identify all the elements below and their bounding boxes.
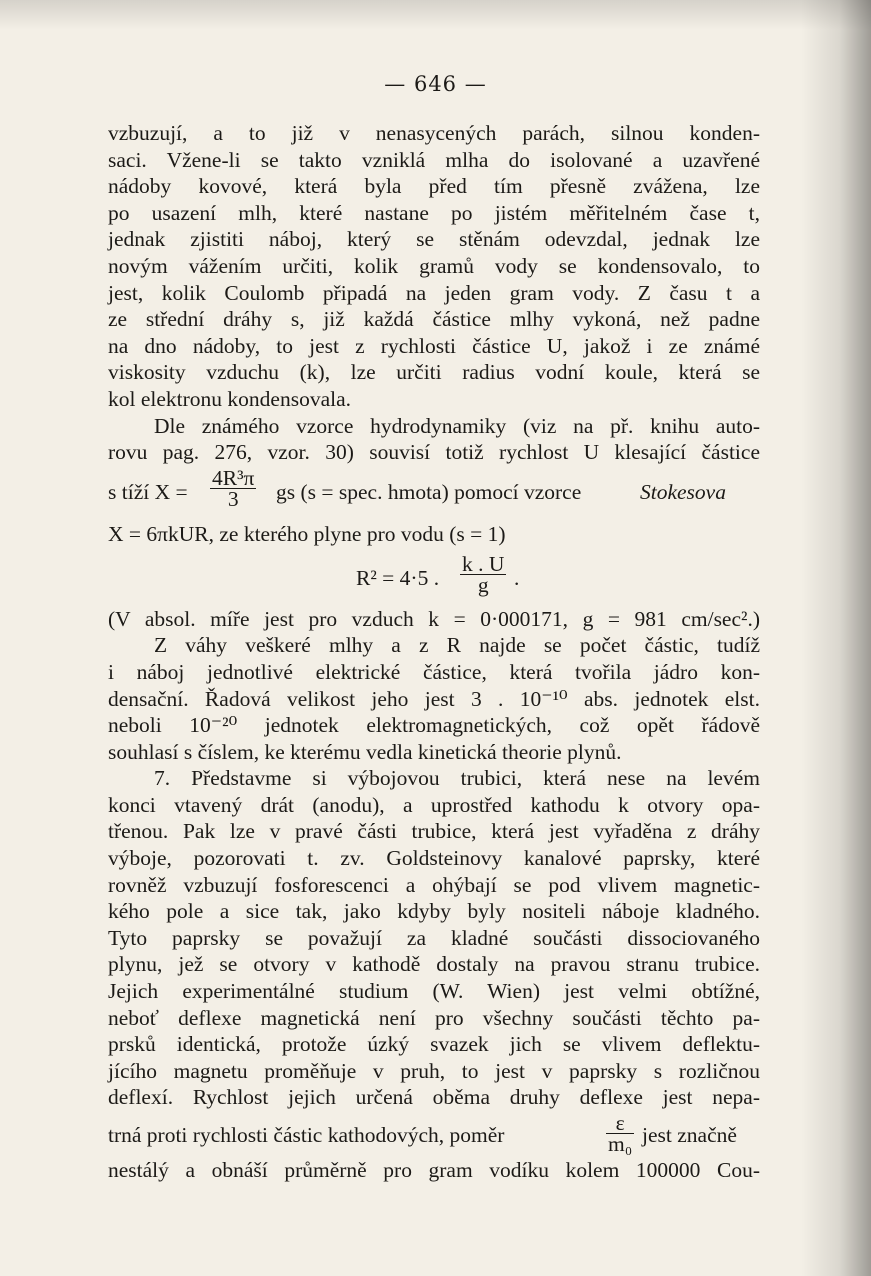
text-line: na dno nádoby, to jest z rychlosti částice U, jakož i ze známé [108,333,760,358]
text-line: neboli 10⁻²⁰ jednotek elektromagnetických, což opět řádově [108,713,760,738]
formula3-prefix: trná proti rychlosti částic kathodových, poměr [108,1123,505,1147]
text-line: Tyto paprsky se považují za kladné součásti dissociovaného [108,925,760,950]
text-line: (V absol. míře jest pro vzduch k = 0·000171, g = 981 cm/sec².) [108,606,760,631]
formula1-prefix: s tíží X = [108,479,188,504]
text-line: jest, kolik Coulomb připadá na jeden gram vody. Z času t a [108,280,760,305]
formula3-suffix: jest značně [642,1123,737,1147]
text-line: X = 6πkUR, ze kterého plyne pro vodu (s = 1) [108,521,506,546]
formula2-denominator: g [477,572,489,597]
text-line: densační. Řadová velikost jeho jest 3 . 10⁻¹⁰ abs. jednotek elst. [108,686,760,711]
text-line: viskosity vzduchu (k), lze určiti radius vodní koule, která se [108,360,760,385]
text-line: prsků identická, protože úzký svazek jich se vlivem deflektu- [108,1032,760,1057]
text-line: vzbuzují, a to již v nenasycených parách, silnou konden- [108,121,760,145]
stokes-formula-line [108,466,760,518]
formula3-fraction [606,1113,634,1154]
formula2-fraction [460,551,506,597]
text-line: výboje, pozorovati t. zv. Goldsteinovy kanalové paprsky, které [108,846,760,871]
formula3-denominator: m₀ [608,1132,633,1156]
text-line: i náboj jednotlivé elektrické částice, která tvořila jádro kon- [108,659,760,684]
text-line: 7. Představme si výbojovou trubici, která nese na levém [154,766,760,791]
body-text [108,120,760,1184]
text-line: nestálý a obnáší průměrně pro gram vodíku kolem 100000 Cou- [108,1158,760,1182]
text-line: konci vtavený drát (anodu), a uprostřed kathodu k otvory opa- [108,792,760,817]
formula3-numerator: ε [606,1113,634,1134]
text-line: Dle známého vzorce hydrodynamiky (viz na př. knihu auto- [154,413,760,438]
text-line: třenou. Pak lze v pravé části trubice, která jest vyřaděna z dráhy [108,819,760,844]
formula1-numerator: 4R³π [212,465,255,490]
text-line: plynu, jež se otvory v kathodě dostaly na pravou stranu trubice. [108,952,760,977]
radius-formula-line [108,550,760,606]
page-edge-shadow [801,0,871,1276]
formula1-author: Stokesova [640,479,726,504]
formula2-numerator: k . U [462,551,505,576]
text-line: Jejich experimentálné studium (W. Wien) jest velmi obtížné, [108,979,760,1004]
page-number: — 646 — [384,72,487,96]
text-line: kol elektronu kondensovala. [108,386,352,411]
formula1-denominator: 3 [227,486,239,511]
text-line: jednak zjistiti náboj, který se stěnám odevzdal, jednak lze [108,227,760,252]
text-line: neboť deflexe magnetická není pro všechny součásti těchto pa- [108,1005,760,1030]
formula2-prefix: R² = 4·5 . [356,565,440,590]
text-line: po usazení mlh, které nastane po jistém měřitelném čase t, [108,200,760,225]
text-line: nádoby kovové, která byla před tím přesně zvážena, lze [108,174,760,199]
text-line: rovu pag. 276, vzor. 30) souvisí totiž rychlost U klesající částice [108,440,760,465]
text-line: saci. Vžene-li se takto vzniklá mlha do isolované a uzavřené [108,147,760,172]
ratio-formula-line [108,1111,760,1157]
page-top-shadow [0,0,871,30]
text-line: souhlasí s číslem, ke kterému vedla kinetická theorie plynů. [108,739,622,764]
text-line: novým vážením určiti, kolik gramů vody se kondensovalo, to [108,253,760,278]
text-line: deflexí. Rychlost jejich určená oběma druhy deflexe jest nepa- [108,1085,760,1110]
formula1-suffix: gs (s = spec. hmota) pomocí vzorce [276,479,582,504]
text-line: jícího magnetu proměňuje v pruh, to jest v paprsky s rozličnou [108,1058,760,1083]
text-line: rovněž vzbuzují fosforescenci a ohýbají se pod vlivem magnetic- [108,872,760,897]
text-line: kého pole a sice tak, jako kdyby byly nositeli náboje kladného. [108,899,760,924]
text-line: ze střední dráhy s, již každá částice mlhy vykoná, než padne [108,307,760,332]
text-line: Z váhy veškeré mlhy a z R najde se počet částic, tudíž [154,633,760,658]
formula1-fraction [210,465,256,511]
formula2-suffix: . [514,565,520,590]
